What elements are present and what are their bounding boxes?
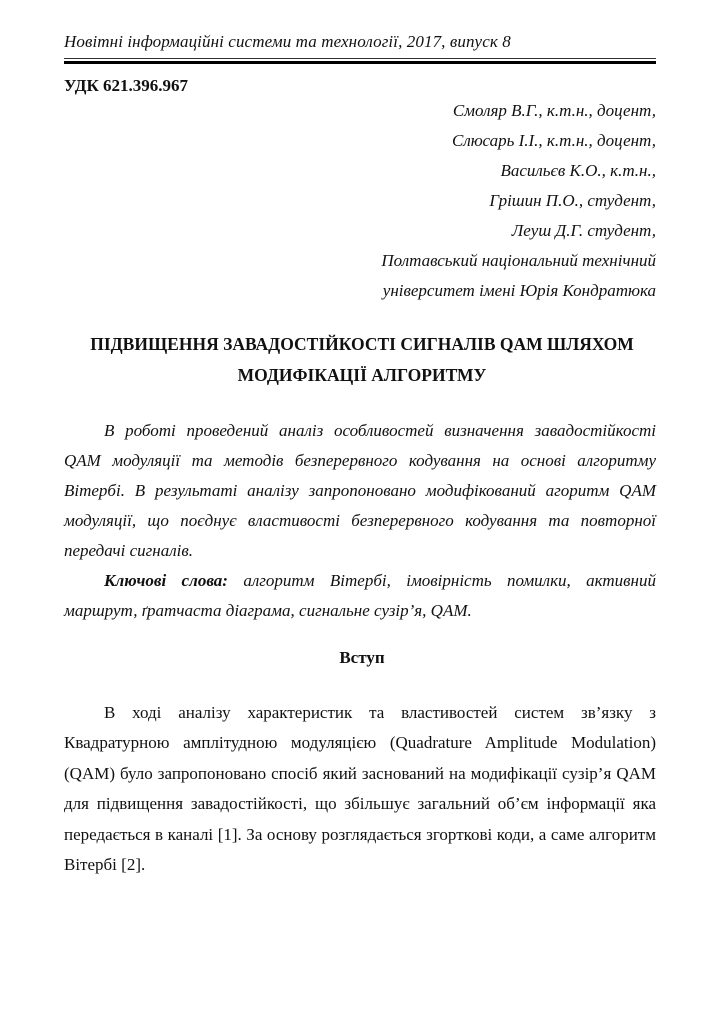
section-heading-intro: Вступ [339,648,385,667]
abstract-text: В роботі проведений аналіз особливостей визначення завадостійкості QAM модуляції та методів безперервного кодування на основі алгоритму Вітербі. В результаті аналізу запропоновано модифікований агоритм QAM модуляції, що поєднує властивості безперервного кодування та повторної передачі сигналів. [64,421,656,560]
paper-title [64,329,660,391]
running-head: Новітні інформаційні системи та технології, 2017, випуск 8 [64,32,511,51]
author-line: Грішин П.О., студент, [489,191,656,210]
keywords-list: алгоритм Вітербі, імовірність помилки, активний маршрут, ґратчаста діаграма, сигнальне сузір’я, QAM. [64,571,656,620]
affiliation-line: Полтавський національний технічний [381,251,656,270]
udk-code: УДК 621.396.967 [64,76,189,95]
author-line: Слюсарь І.І., к.т.н., доцент, [452,131,656,150]
intro-section [64,698,656,880]
authors-block [381,96,656,306]
affiliation-line: університет імені Юрія Кондратюка [382,281,656,300]
keywords [64,566,656,626]
header-rule-thick [64,61,656,64]
author-line: Леуш Д.Г. студент, [511,221,656,240]
abstract [64,416,656,626]
intro-paragraph: В ході аналізу характеристик та властивостей систем зв’язку з Квадратурною амплітудною модуляцією (Quadrature Amplitude Modulation) (QAM) було запропоновано спосіб який заснований на модифікації сузір’я QAM для підвищення завадостійкості, що збільшує загальний об’єм інформації яка передається в каналі [1]. За основу розглядається згорткові коди, а саме алгоритм Вітербі [2]. [64,703,656,875]
author-line: Смоляр В.Г., к.т.н., доцент, [452,101,656,120]
author-line: Васильєв К.О., к.т.н., [500,161,656,180]
title-line-2: МОДИФІКАЦІЇ АЛГОРИТМУ [237,365,487,385]
title-line-1: ПІДВИЩЕННЯ ЗАВАДОСТІЙКОСТІ СИГНАЛІВ QAM ШЛЯХОМ [90,334,634,354]
keywords-label: Ключові слова: [104,571,228,590]
header-rule-thin [64,58,656,59]
